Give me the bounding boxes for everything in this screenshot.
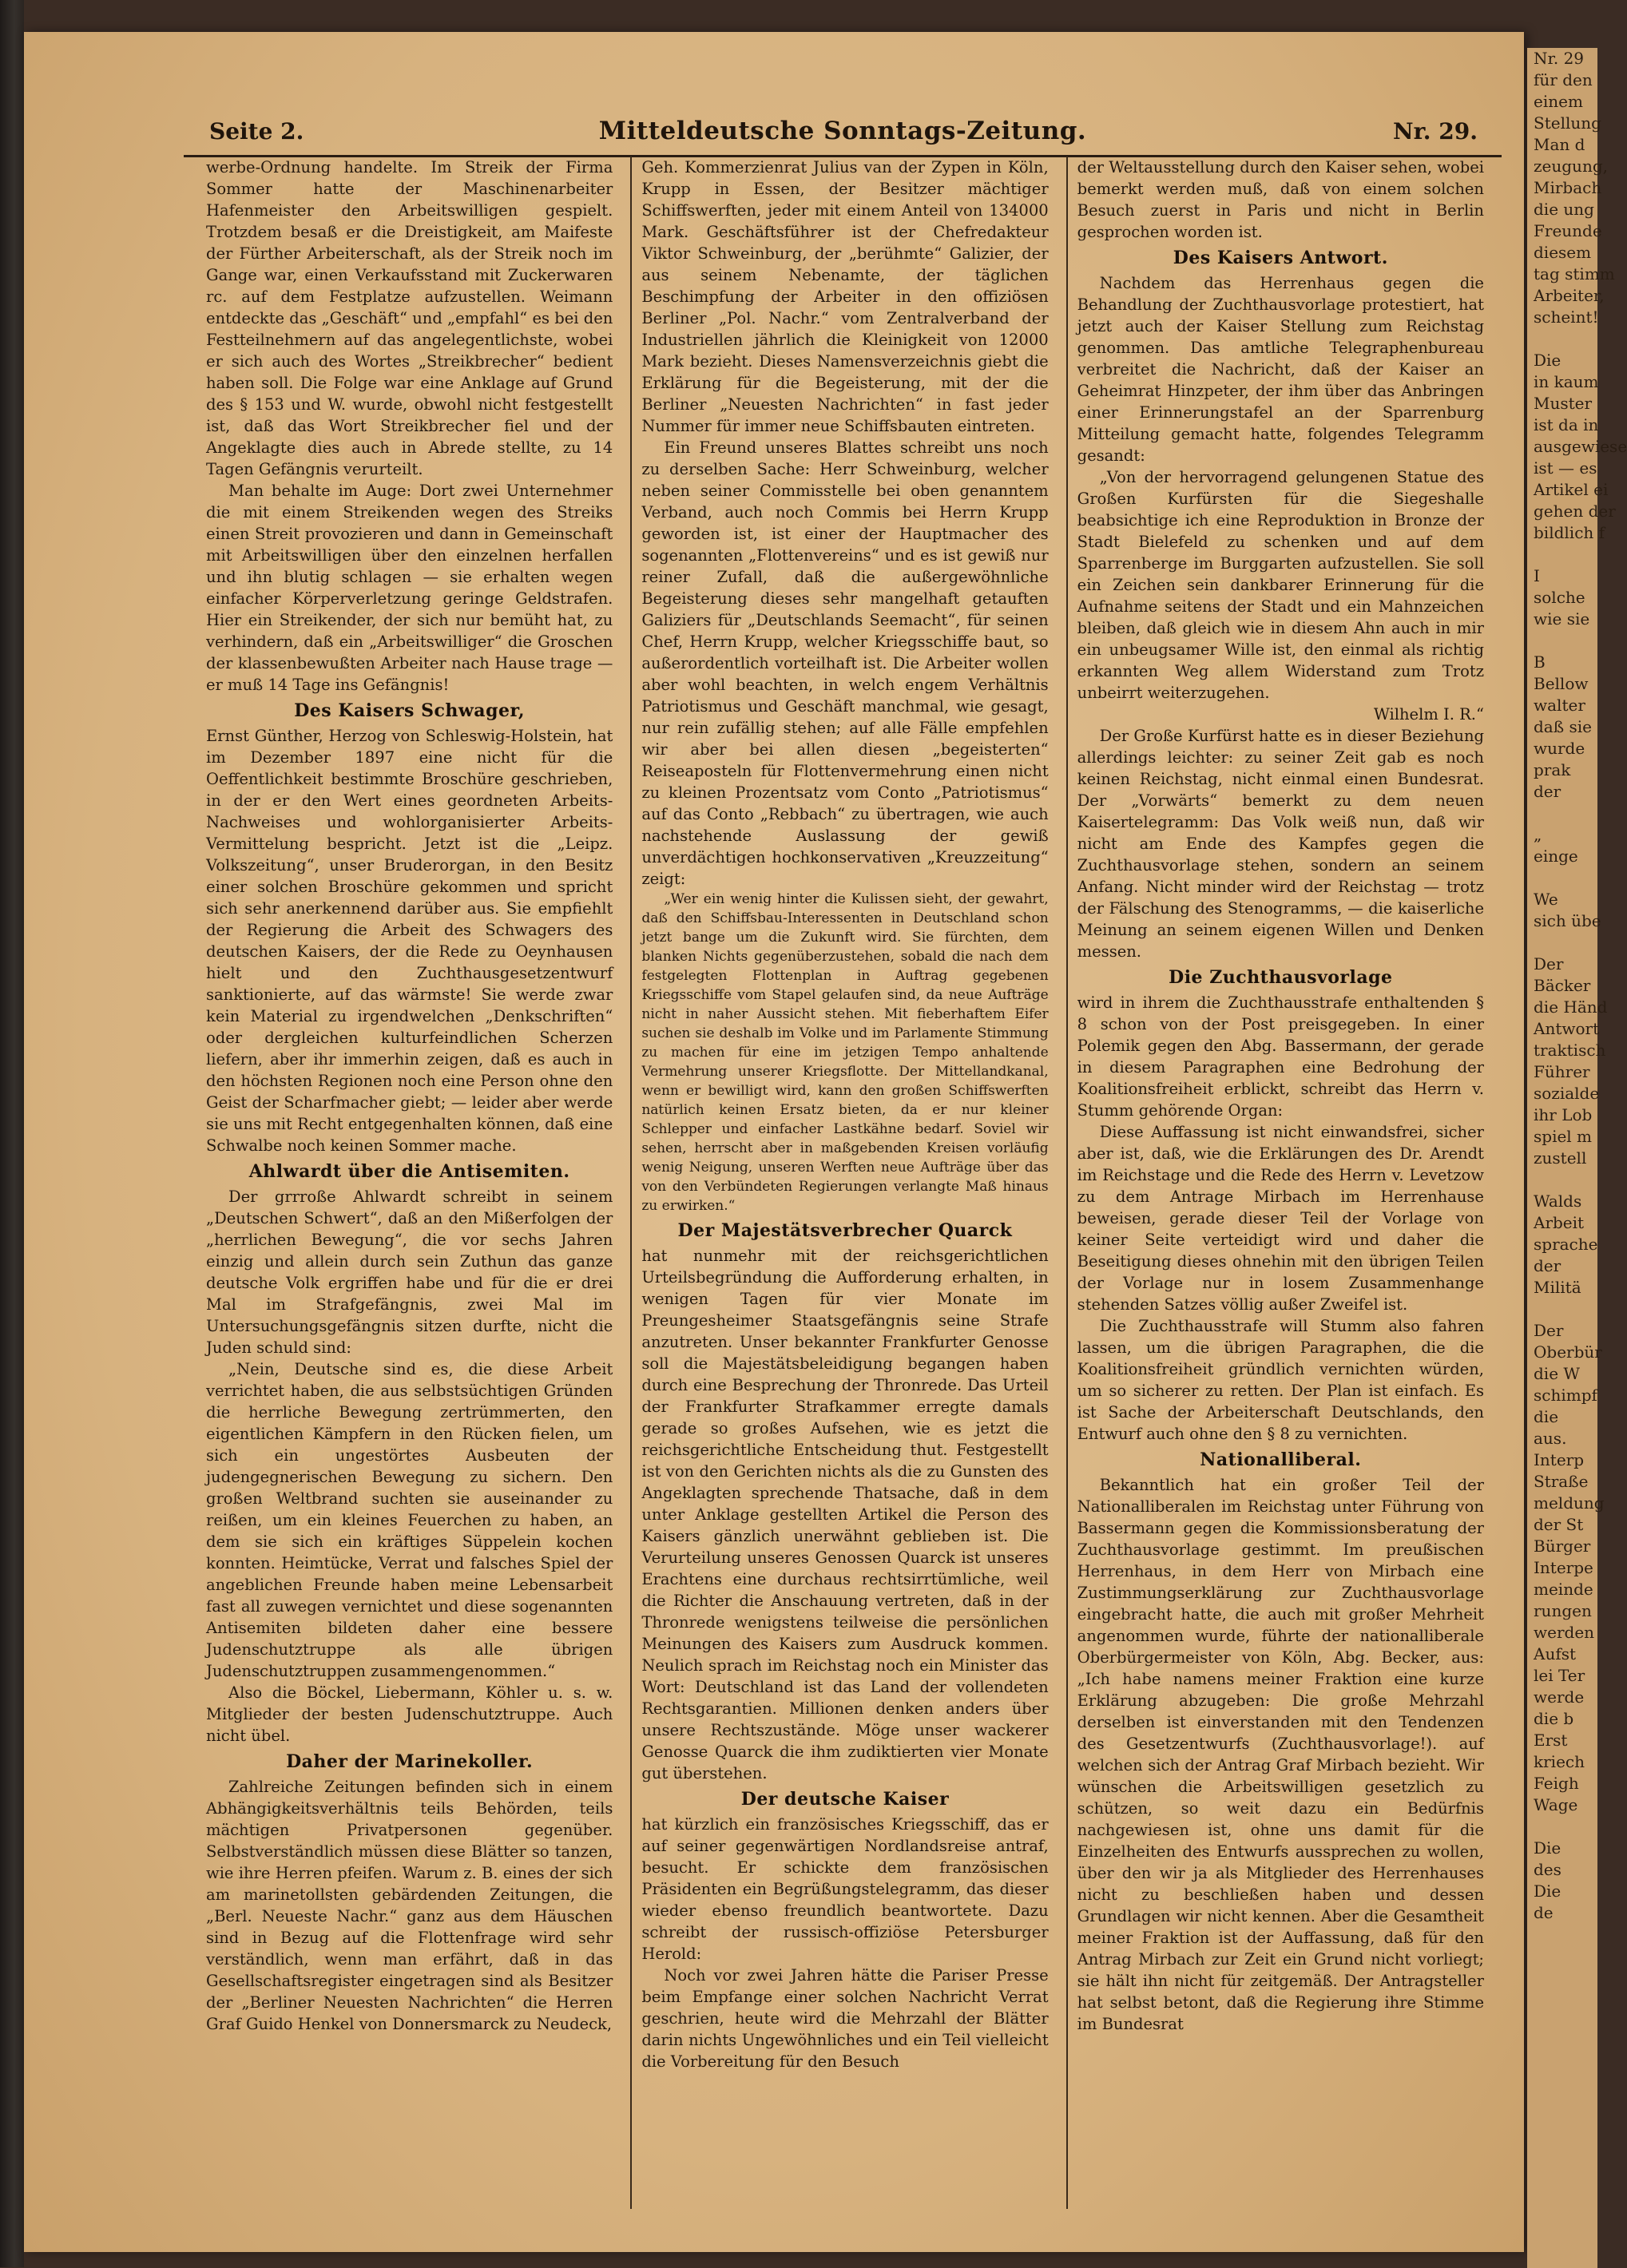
article-paragraph: Zahlreiche Zeitungen befinden sich in einem Abhängigkeitsverhältnis teils Behörden, teils mächtigen Privatpersonen gegenüber. Selbstverständlich müssen diese Blätter so tanzen, wie ihre Herren pfeifen. Warum z. B. eines der sich am marinetollsten gebärdenden Zeitungen, die „Berl. Neueste Nachr.“ ganz aus dem Häuschen sind in Bezug auf die Flottenfrage wird sehr verständlich, wenn man erfährt, daß in das Gesellschaftsregister eingetragen sind als Besitzer der „Berliner Neuesten Nachrichten“ die Herren Graf Guido Henkel von Donnersmarck zu Neudeck, xyxy=(206,1778,613,2033)
adjacent-page-fragment: gehen der xyxy=(1534,502,1616,521)
adjacent-page-fragment: Bürger xyxy=(1534,1536,1591,1556)
article-paragraph: Der Große Kurfürst hatte es in dieser Beziehung allerdings leichter: zu seiner Zeit gab es noch keinen Reichstag, nicht einmal einen Bundesrat. Der „Vorwärts“ bemerkt zu dem neuen Kaisertelegramm: Das Volk weiß nun, daß wir nicht am Ende des Kampfes gegen die Zuchthausvorlage stehen, sondern an seinem Anfang. Nicht minder wird der Reichstag — trotz der Fälschung des Stenogramms, — die kaiserliche Meinung an seinem eigenen Willen und Denken messen. xyxy=(1077,727,1484,961)
article-paragraph: wird in ihrem die Zuchthausstrafe enthaltenden § 8 schon von der Post preisgegeben. In einer Polemik gegen den Abg. Bassermann, der gerade in diesem Paragraphen eine Bedrohung der Koalitionsfreiheit erblickt, schreibt das Herrn v. Stumm gehörende Organ: xyxy=(1077,993,1484,1120)
column-3 xyxy=(1066,157,1484,2209)
adjacent-page-fragment: Der xyxy=(1534,1321,1564,1340)
adjacent-page-fragment: Antwort xyxy=(1534,1019,1600,1038)
article-paragraph: „Nein, Deutsche sind es, die diese Arbeit verrichtet haben, die aus selbstsüchtigen Gründen die herrliche Bewegung zertrümmerten, den eigentlichen Kämpfern in den Rücken fielen, um sich ein ungestörtes Ausbeuten der judengegnerischen Bewegung zu sichern. Den großen Weltbrand suchten sie auseinander zu reißen, um ein kleines Feuerchen zu haben, an dem sie sich ein kräftiges Süppelein kochen konnten. Heimtücke, Verrat und falsches Spiel der angeblichen Freunde haben meine Lebensarbeit fast all zuwegen vernichtet und diese sogenannten Antisemiten bildeten daher eine bessere Judenschutztruppe als alle übrigen Judenschutztruppen zusammengenommen.“ xyxy=(206,1360,613,1680)
article-heading: Nationalliberal. xyxy=(1200,1449,1362,1470)
adjacent-page-fragment: Führer xyxy=(1534,1062,1590,1081)
article-heading: Ahlwardt über die Antisemiten. xyxy=(248,1161,570,1182)
adjacent-page-fragment: sprache xyxy=(1534,1235,1598,1254)
adjacent-page-fragment: zustell xyxy=(1534,1148,1587,1168)
adjacent-page-fragment: die Händ xyxy=(1534,997,1608,1017)
adjacent-page-fragment: scheint! xyxy=(1534,307,1599,327)
adjacent-page-fragment: in kaum xyxy=(1534,372,1599,391)
adjacent-page-fragment: wurde xyxy=(1534,739,1585,758)
article-paragraph: Noch vor zwei Jahren hätte die Pariser Presse beim Empfange einer solchen Nachricht Verrat geschrien, heute wird die Mehrzahl der Blätter darin nichts Ungewöhnliches und ein Teil vielleicht die Vorbereitung für den Besuch xyxy=(641,1966,1049,2071)
adjacent-page-fragment xyxy=(1527,1816,1597,1838)
article-paragraph: Diese Auffassung ist nicht einwandsfrei, sicher aber ist, daß, wie die Erklärungen des Dr. Arendt im Reichstage und die Rede des Herrn v. Levetzow zu dem Antrage Mirbach im Herrenhause beweisen, gerade dieser Teil der Vorlage von keiner Seite verteidigt wird und daher die Beseitigung dieses ohnehin mit den übrigen Teilen der Vorlage nur in losem Zusammenhange stehenden Satzes völlig außer Zweifel ist. xyxy=(1077,1123,1484,1314)
adjacent-page-fragment: zeugung, xyxy=(1534,157,1608,176)
article-heading: Der Majestätsverbrecher Quarck xyxy=(677,1220,1013,1241)
article-heading: Des Kaisers Antwort. xyxy=(1173,248,1388,268)
article-heading: Die Zuchthausvorlage xyxy=(1169,967,1393,988)
adjacent-page-fragment: Walds xyxy=(1534,1191,1582,1211)
adjacent-page-fragment: tag stimm xyxy=(1534,264,1615,284)
adjacent-page-fragment: Artikel ei xyxy=(1534,480,1609,499)
adjacent-page-fragment: Bellow xyxy=(1534,674,1589,693)
adjacent-page-fragment: Wage xyxy=(1534,1795,1578,1814)
adjacent-page-fragment: werde xyxy=(1534,1687,1585,1707)
adjacent-page-fragment: Feigh xyxy=(1534,1774,1579,1793)
adjacent-page-fragment: Aufst xyxy=(1534,1644,1577,1663)
article-paragraph: Nachdem das Herrenhaus gegen die Behandlung der Zuchthausvorlage protestiert, hat jetzt auch der Kaiser Stellung zum Reichstag genommen. Das amtliche Telegraphenbureau verbreitet die Nachricht, daß der Kaiser an Geheimrat Hinzpeter, der ihm über das Anbringen einer Erinnerungstafel an der Sparrenburg Mitteilung gemacht hatte, folgendes Telegramm gesandt: xyxy=(1077,274,1484,465)
adjacent-page-fragment: Der xyxy=(1534,954,1564,973)
adjacent-page-fragment: prak xyxy=(1534,760,1571,779)
adjacent-page-fragment: Freunde xyxy=(1534,221,1602,240)
adjacent-page-fragment: Bäcker xyxy=(1534,976,1591,995)
adjacent-page-fragment: traktisch xyxy=(1534,1041,1606,1060)
column-2 xyxy=(630,157,1048,2209)
article-heading: Der deutsche Kaiser xyxy=(740,1789,950,1810)
adjacent-page-fragment: die W xyxy=(1534,1364,1580,1383)
adjacent-page-fragment: der xyxy=(1534,1256,1562,1275)
newspaper-title: Mitteldeutsche Sonntags-Zeitung. xyxy=(598,117,1087,145)
adjacent-page-fragment: werden xyxy=(1534,1623,1595,1642)
text-columns xyxy=(206,157,1484,2209)
adjacent-page-fragment: ist da in xyxy=(1534,415,1599,434)
adjacent-page-fragment: ist — es xyxy=(1534,458,1597,478)
article-heading: Daher der Marinekoller. xyxy=(286,1751,534,1772)
adjacent-page-fragment: die b xyxy=(1534,1709,1574,1728)
adjacent-page-fragment: Arbeiter, xyxy=(1534,286,1605,305)
adjacent-page-fragment: Arbeit xyxy=(1534,1213,1585,1232)
adjacent-page-fragment: We xyxy=(1534,890,1558,909)
adjacent-page-fragment: solche xyxy=(1534,588,1585,607)
adjacent-page-fragment: Muster xyxy=(1534,394,1593,413)
adjacent-page-fragment xyxy=(1527,630,1597,652)
adjacent-page-fragment: kriech xyxy=(1534,1752,1585,1771)
article-paragraph: Ernst Günther, Herzog von Schleswig-Holstein, hat im Dezember 1897 eine nicht für die Oeffentlichkeit bestimmte Broschüre geschrieben, in der er den Wert eines geordneten Arbeits-Nachweises und wohlorganisierter Arbeits-Vermittelung bespricht. Jetzt ist die „Leipz. Volkszeitung“, unser Bruderorgan, in den Besitz einer solchen Broschüre gekommen und spricht sich sehr anerkennend darüber aus. Sie empfiehlt der Regierung die Arbeit des Schwagers des deutschen Kaisers, der die Rede zu Oeynhausen hielt und den Zuchthausgesetzentwurf sanktionierte, auf das wärmste! Sie werde zwar kein Material zu irgendwelchen „Denkschriften“ oder dergleichen kulturfeindlichen Scherzen liefern, aber ihr immerhin zeigen, daß es auch in den höchsten Regionen noch eine Person ohne den Geist der Scharfmacher giebt; — leider aber werde sie uns mit Recht entgegenhalten können, daß eine Schwalbe noch keinen Sommer mache. xyxy=(206,727,613,1155)
adjacent-page-fragment: die xyxy=(1534,1407,1559,1426)
adjacent-page-fragment xyxy=(1527,1169,1597,1191)
adjacent-page-fragment: daß sie xyxy=(1534,717,1592,736)
article-paragraph: Ein Freund unseres Blattes schreibt uns noch zu derselben Sache: Herr Schweinburg, welcher neben seiner Commisstelle bei oben genanntem Verband, auch noch Commis bei Herrn Krupp geworden ist, ist einer der Hauptmacher des sogenannten „Flottenvereins“ und es ist gewiß nur reiner Zufall, daß die außergewöhnliche Begeisterung dieses sehr mangelhaft getauften Galiziers für „Deutschlands Seemacht“, für seinen Chef, Herrn Krupp, welcher Kriegsschiffe baut, so außerordentlich vorteilhaft ist. Die Arbeiter wollen aber wohl beachten, in welch engem Verhältnis Patriotismus und Geschäft manchmal, wie gesagt, nur rein zufällig stehen; auf alle Fälle empfehlen wir aber bei allen diesen „begeisterten“ Reiseaposteln für Flottenvermehrung einen nicht zu kleinen Prozentsatz vom Conto „Patriotismus“ auf das Conto „Rebbach“ zu übertragen, wie auch nachstehende Auslassung der gewiß unverdächtigen hochkonservativen „Kreuzzeitung“ zeigt: xyxy=(641,438,1049,888)
adjacent-page-fragment: der St xyxy=(1534,1515,1584,1534)
article-paragraph: Der grrroße Ahlwardt schreibt in seinem „Deutschen Schwert“, daß an den Mißerfolgen der „herrlichen Bewegung“, die vor sechs Jahren einzig und allein durch sein Zuthun das ganze deutsche Volk ergriffen habe und für die er drei Mal im Strafgefängnis, zwei Mal im Untersuchungsgefängnis sitzen durfte, nicht die Juden schuld sind: xyxy=(206,1188,613,1357)
adjacent-page-fragment xyxy=(1527,803,1597,824)
article-paragraph: werbe-Ordnung handelte. Im Streik der Firma Sommer hatte der Maschinenarbeiter Hafenmeister den Arbeitswilligen gespielt. Trotzdem besaß er die Dreistigkeit, am Maifeste der Fürther Arbeiterschaft, als der Streik noch im Gange war, einen Verkaufsstand mit Zuckerwaren rc. auf dem Festplatze aufzustellen. Weimann entdeckte das „Geschäft“ und „empfahl“ es bei den Festteilnehmern auf das angelegentlichste, wobei er sich auch des Wortes „Streikbrecher“ bedient haben soll. Die Folge war eine Anklage auf Grund des § 153 und W. wurde, obwohl nicht festgestellt ist, daß das Wort Streikbrecher fiel und der Angeklagte dies auch in Abrede stellte, zu 14 Tagen Gefängnis verurteilt. xyxy=(206,158,613,478)
page-number: Seite 2. xyxy=(209,118,304,145)
article-paragraph: Die Zuchthausstrafe will Stumm also fahren lassen, um die übrigen Paragraphen, die die Koalitionsfreiheit gründlich vernichten würden, um so sicherer zu retten. Der Plan ist einfach. Es ist Sache der Arbeiterschaft Deutschlands, den Entwurf auch ohne den § 8 zu vernichten. xyxy=(1077,1317,1484,1443)
article-paragraph: Bekanntlich hat ein großer Teil der Nationalliberalen im Reichstag unter Führung von Bassermann gegen die Kommissionsberatung der Zuchthausvorlage gestimmt. Im preußischen Herrenhaus, in dem Herr von Mirbach eine Zustimmungserklärung zur Zuchthausvorlage eingebracht hatte, die auch mit großer Mehrheit angenommen wurde, führte der nationalliberale Oberbürgermeister von Köln, Abg. Becker, aus: „Ich habe namens meiner Fraktion eine kurze Erklärung abzugeben: Die große Mehrzahl derselben ist einverstanden mit den Tendenzen des Gesetzentwurfs (Zuchthausvorlage!). auf welchen sich der Antrag Graf Mirbach bezieht. Wir wünschen die Arbeitswilligen gesetzlich zu schützen, so weit dazu ein Bedürfnis nachgewiesen ist, ohne uns damit für die Einzelheiten des Entwurfs aussprechen zu wollen, über den wir ja als Mitglieder des Herrenhauses nicht zu beschließen haben und dessen Grundlagen wir nicht kennen. Aber die Gesamtheit meiner Fraktion ist der Auffassung, daß für den Antrag Mirbach zur Zeit ein Grund nicht vorliegt; sie hält ihn nicht für zeitgemäß. Der Antragsteller hat selbst betont, daß die Regierung ihre Stimme im Bundesrat xyxy=(1077,1476,1484,2033)
adjacent-page-fragment: meinde xyxy=(1534,1580,1593,1599)
adjacent-page-fragment: Mirbach xyxy=(1534,178,1602,197)
article-paragraph: „Wer ein wenig hinter die Kulissen sieht, der gewahrt, daß den Schiffsbau-Interessenten in Deutschland schon jetzt bange um die Zukunft wird. Sie fürchten, dem blanken Nichts gegenüberzustehen, sobald die nach dem festgelegten Flottenplan in Auftrag gegebenen Kriegsschiffe vom Stapel gelaufen sind, da neue Aufträge nicht in naher Aussicht stehen. Mit fieberhaftem Eifer suchen sie deshalb im Volke und im Parlamente Stimmung zu machen für eine im jetzigen Tempo anhaltende Vermehrung unserer Kriegsflotte. Der Mittellandkanal, wenn er bewilligt wird, kann den großen Schiffswerften natürlich keinen Ersatz bieten, da er nur kleiner Schlepper und einfacher Lastkähne bedarf. Soviel wir sehen, herrscht aber in maßgebenden Kreisen vorläufig wenig Neigung, unseren Werften neue Aufträge über das von den Verbündeten Regierungen verlangte Maß hinaus zu erwirken.“ xyxy=(641,891,1049,1214)
adjacent-page-fragment: Die xyxy=(1534,1838,1562,1858)
adjacent-page-fragment: einem xyxy=(1534,92,1583,111)
adjacent-page-fragment: ausgewiese xyxy=(1534,437,1627,456)
column-1 xyxy=(206,157,613,2209)
article-paragraph: Geh. Kommerzienrat Julius van der Zypen in Köln, Krupp in Essen, der Besitzer mächtiger Schiffswerften, jeder mit einem Anteil von 134000 Mark. Geschäftsführer ist der Chefredakteur Viktor Schweinburg, der „berühmte“ Galizier, der aus seinem Nebenamte, der täglichen Beschimpfung der Arbeiter in den offiziösen Berliner „Pol. Nachr.“ vom Zentralverband der Industriellen jährlich die Kleinigkeit von 12000 Mark bezieht. Dieses Namensverzeichnis giebt die Erklärung für die Begeisterung, mit der die Berliner „Neuesten Nachrichten“ in fast jeder Nummer für immer neue Schiffsbauten eintreten. xyxy=(641,158,1049,435)
adjacent-page-fragment xyxy=(1527,1299,1597,1320)
adjacent-page-fragment: sozialde xyxy=(1534,1084,1600,1103)
adjacent-page-fragment: spiel m xyxy=(1534,1127,1593,1146)
adjacent-page-fragment: rungen xyxy=(1534,1601,1592,1620)
adjacent-page-fragment: Militä xyxy=(1534,1278,1581,1297)
adjacent-page-fragment: I xyxy=(1534,566,1540,585)
adjacent-page-fragment: de xyxy=(1534,1903,1554,1922)
adjacent-page-fragment: einge xyxy=(1534,847,1578,866)
adjacent-page-edge xyxy=(1527,48,1627,2268)
adjacent-page-fragment: Interpe xyxy=(1534,1558,1593,1577)
book-binding xyxy=(0,0,24,2267)
adjacent-page-fragment: walter xyxy=(1534,696,1585,715)
adjacent-page-fragment: bildlich f xyxy=(1534,523,1605,542)
adjacent-page-fragment xyxy=(1527,932,1597,954)
article-paragraph: Also die Böckel, Liebermann, Köhler u. s. w. Mitglieder der besten Judenschutztruppe. Auch nicht übel. xyxy=(206,1683,613,1745)
adjacent-page-fragment: Erst xyxy=(1534,1731,1568,1750)
adjacent-page-fragment: schimpf xyxy=(1534,1386,1597,1405)
adjacent-page-fragment: Interp xyxy=(1534,1450,1585,1469)
adjacent-page-fragment: Die xyxy=(1534,1881,1562,1901)
adjacent-page-fragment: Die xyxy=(1534,351,1562,370)
adjacent-page-fragment: sich übe xyxy=(1534,911,1601,930)
adjacent-page-fragment: der xyxy=(1534,782,1562,801)
article-paragraph: hat nunmehr mit der reichsgerichtlichen Urteilsbegründung die Aufforderung erhalten, in wenigen Tagen für vier Monate im Preungesheimer Staatsgefängnis seine Strafe anzutreten. Unser bekannter Frankfurter Genosse soll die Majestätsbeleidigung begangen haben durch eine Besprechung der Thronrede. Das Urteil der Frankfurter Strafkammer erregte damals gerade so großes Aufsehen, wie es jetzt die reichsgerichtliche Entscheidung thut. Festgestellt ist von den Gerichten nichts als die zu Gunsten des Angeklagten sprechende Thatsache, daß in dem unter Anklage gestellten Artikel die Person des Kaisers gänzlich unerwähnt geblieben ist. Die Verurteilung unseres Genossen Quarck ist unseres Erachtens eine durchaus rechtsirrtümliche, weil die Richter die Anschauung vertreten, daß in der Thronrede wenigstens teilweise die persönlichen Meinungen des Kaisers zum Ausdruck kommen. Neulich sprach im Reichstag noch ein Minister das Wort: Deutschland ist das Land der vollendeten Rechtsgarantien. Millionen denken anders über unsere Rechtszustände. Möge unser wackerer Genosse Quarck die ihm zudiktierten vier Monate gut überstehen. xyxy=(641,1247,1049,1782)
adjacent-page-fragment: für den xyxy=(1534,70,1593,89)
article-paragraph: „Von der hervorragend gelungenen Statue des Großen Kurfürsten für die Siegeshalle beabsichtige ich eine Reproduktion in Bronze der Stadt Bielefeld zu schenken und auf dem Sparrenberge im Burggarten aufzustellen. Sie soll ein Zeichen sein dankbarer Erinnerung für die Aufnahme seitens der Stadt und ein Mahnzeichen bleiben, daß gleich wie in diesem Ahn auch in mir ein unbeugsamer Wille ist, den einmal als richtig erkannten Weg allem Widerstand zum Trotz unbeirrt weiterzugehen. xyxy=(1077,468,1484,702)
adjacent-page-fragment: ihr Lob xyxy=(1534,1105,1593,1124)
adjacent-page-fragment: aus. xyxy=(1534,1429,1567,1448)
adjacent-page-fragment: B xyxy=(1534,652,1546,672)
adjacent-page-fragment: wie sie xyxy=(1534,609,1590,628)
article-paragraph: Wilhelm I. R.“ xyxy=(1373,705,1484,724)
adjacent-page-fragment: Stellung xyxy=(1534,113,1601,133)
adjacent-page-fragment: die ung xyxy=(1534,200,1594,219)
adjacent-page-fragment: des xyxy=(1534,1860,1562,1879)
adjacent-page-fragment xyxy=(1527,867,1597,889)
article-heading: Des Kaisers Schwager, xyxy=(294,700,526,721)
page-header xyxy=(184,104,1502,157)
issue-number: Nr. 29. xyxy=(1393,118,1478,145)
article-paragraph: hat kürzlich ein französisches Kriegsschiff, das er auf seiner gegenwärtigen Nordlandsreise antraf, besucht. Er schickte dem französischen Präsidenten ein Begrüßungstelegramm, das dieser wieder ebenso freundlich beantwortete. Dazu schreibt der russisch-offiziöse Petersburger Herold: xyxy=(641,1815,1049,1963)
adjacent-page-fragment: lei Ter xyxy=(1534,1666,1585,1685)
adjacent-page-fragment xyxy=(1527,328,1597,350)
adjacent-page-fragment: Straße xyxy=(1534,1472,1589,1491)
adjacent-page-fragment: diesem xyxy=(1534,243,1592,262)
adjacent-page-fragment: „ xyxy=(1534,825,1542,844)
adjacent-page-fragment: meldung xyxy=(1534,1493,1605,1513)
adjacent-page-fragment: Man d xyxy=(1534,135,1585,154)
adjacent-page-fragment: Nr. 29 xyxy=(1534,49,1585,68)
adjacent-page-fragment xyxy=(1527,544,1597,565)
adjacent-page-fragment: Oberbür xyxy=(1534,1342,1602,1362)
article-paragraph: Man behalte im Auge: Dort zwei Unternehmer die mit einem Streikenden wegen des Streiks einen Streit provozieren und dann in Gemeinschaft mit Arbeitswilligen über den einzelnen herfallen und ihn blutig schlagen — sie erhalten wegen einfacher Körperverletzung geringe Geldstrafen. Hier ein Streikender, der sich nur bemüht hat, zu verhindern, daß ein „Arbeitswilliger“ die Groschen der klassenbewußten Arbeiter nach Hause trage — er muß 14 Tage ins Gefängnis! xyxy=(206,482,613,694)
article-paragraph: der Weltausstellung durch den Kaiser sehen, wobei bemerkt werden muß, daß von einem solchen Besuch zuerst in Paris und nicht in Berlin gesprochen worden ist. xyxy=(1077,158,1484,241)
